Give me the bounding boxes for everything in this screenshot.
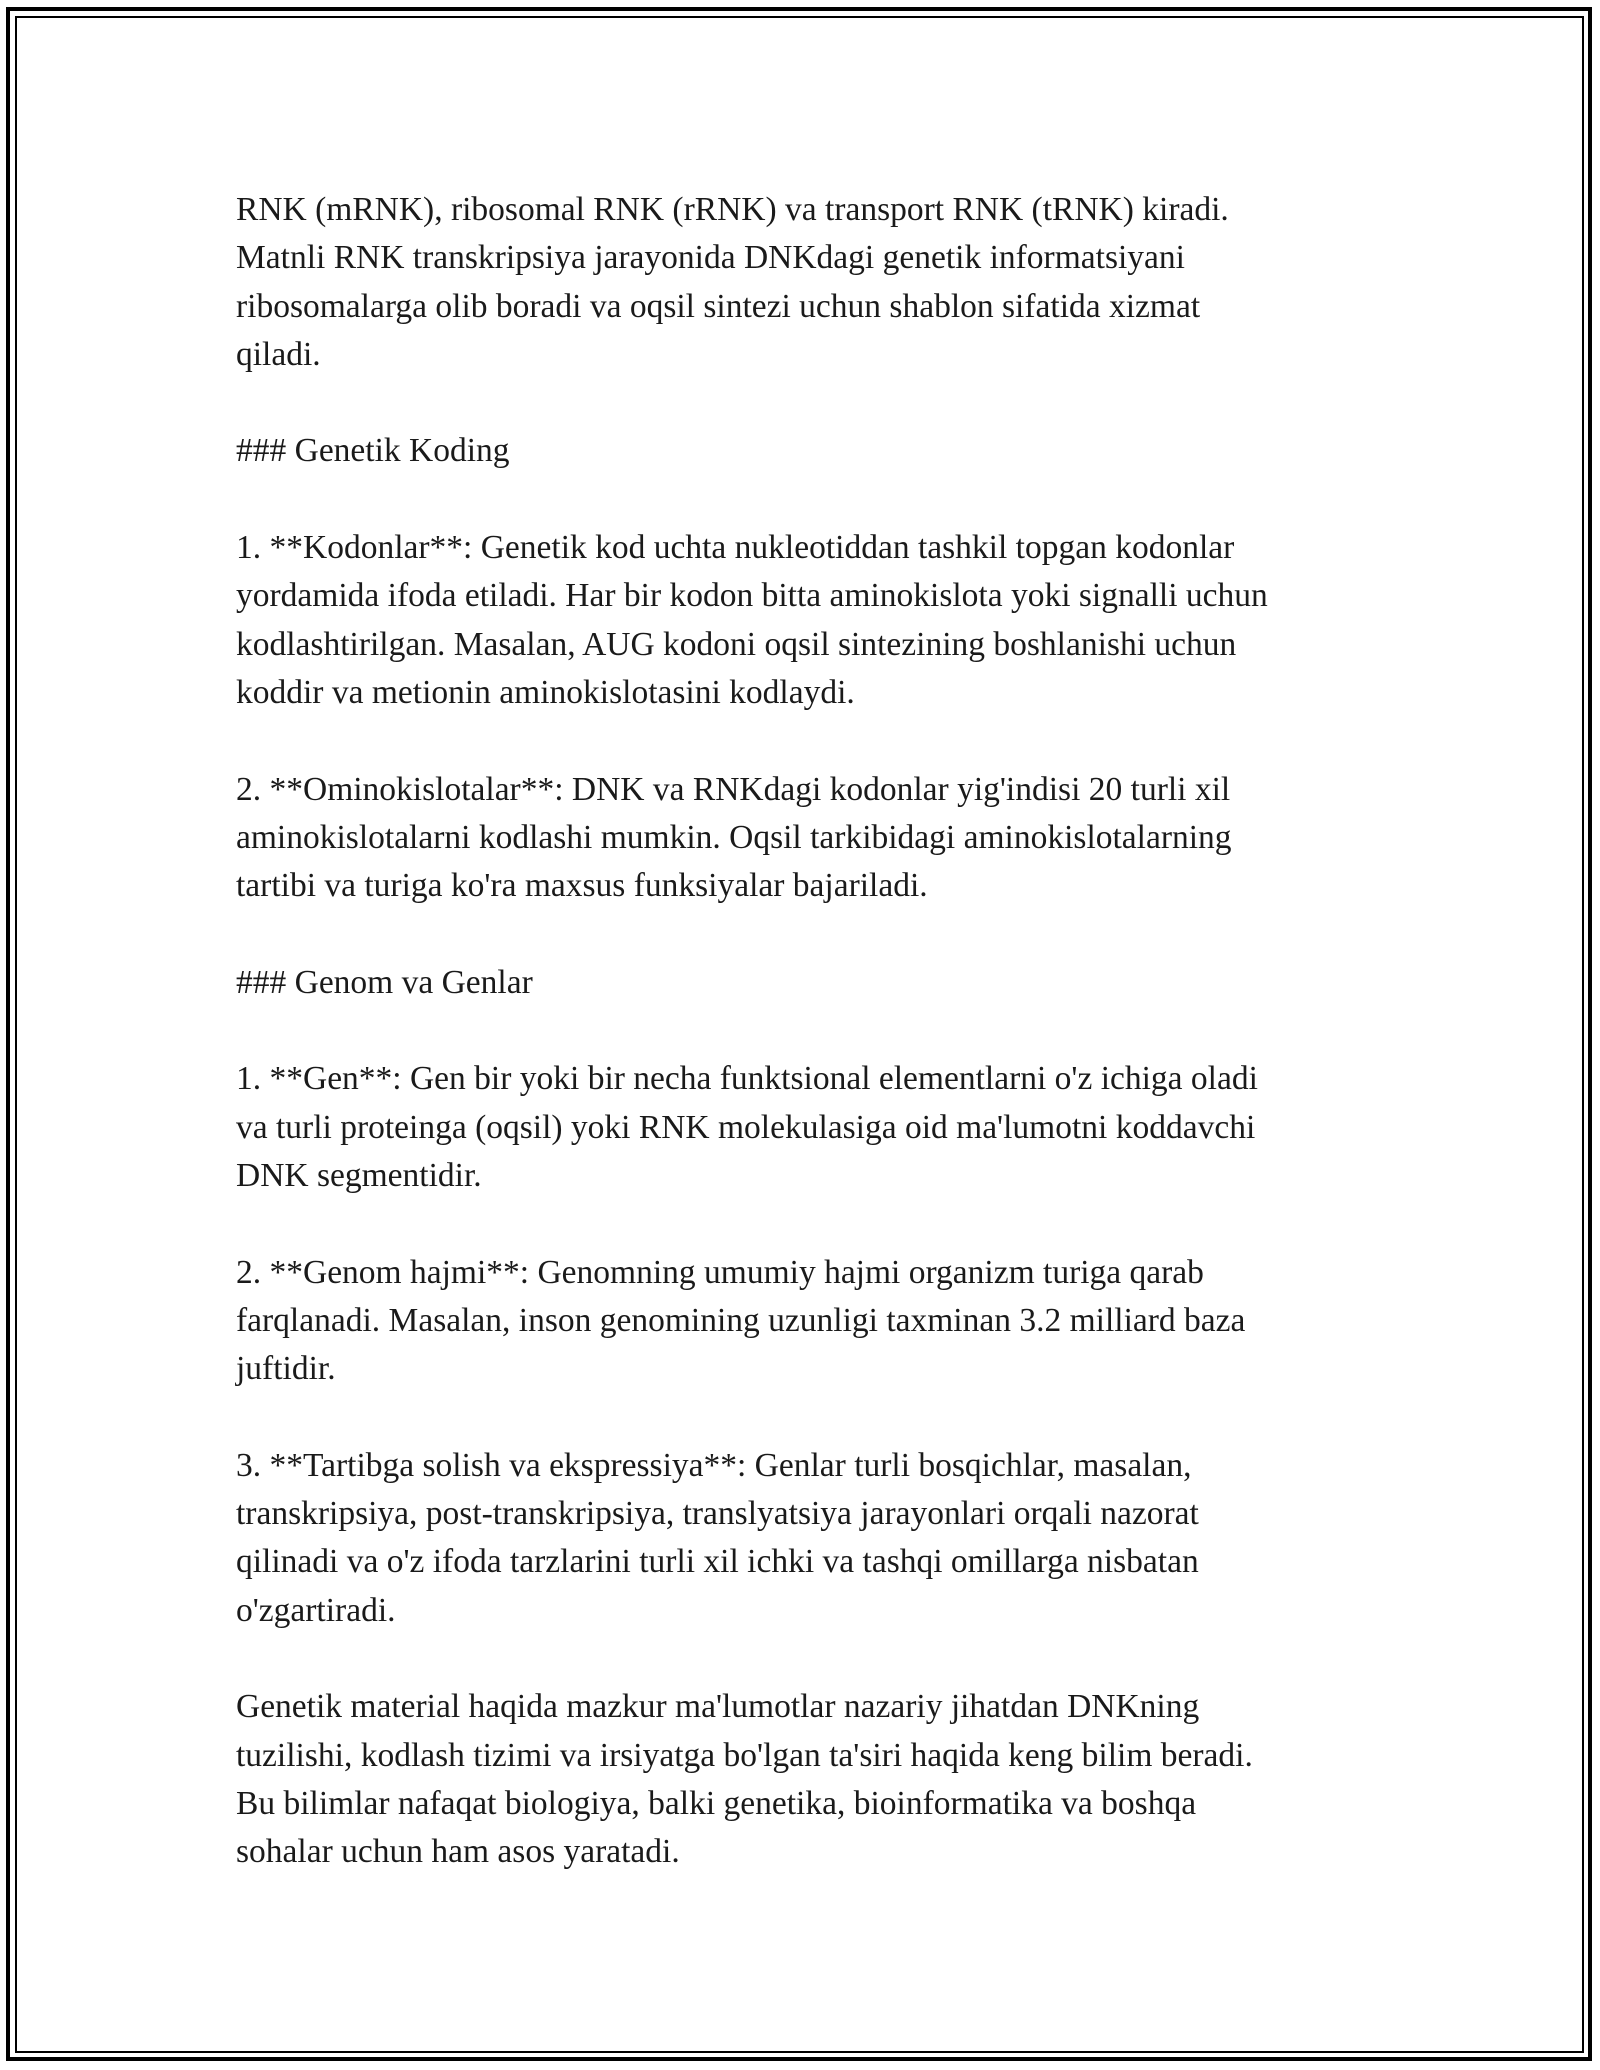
heading-genetik-koding: ### Genetik Koding [236, 432, 510, 470]
paragraph-gen: 1. **Gen**: Gen bir yoki bir necha funktsional elementlarni o'z ichiga oladi va turli proteinga (oqsil) yoki RNK molekulasiga oid ma'lumotni koddavchi DNK segmentidir. [236, 1060, 1258, 1194]
document-body [236, 186, 1376, 1876]
paragraph-ominokislotalar: 2. **Ominokislotalar**: DNK va RNKdagi kodonlar yig'indisi 20 turli xil aminokislotalarni kodlashi mumkin. Oqsil tarkibidagi aminokislotalarning tartibi va turiga ko'ra maxsus funksiyalar bajariladi. [236, 770, 1232, 905]
paragraph-rna-types: RNK (mRNK), ribosomal RNK (rRNK) va transport RNK (tRNK) kiradi. Matnli RNK transkripsiya jarayonida DNKdagi genetik informatsiyani ribosomalarga olib boradi va oqsil sintezi uchun shablon sifatida xizmat qiladi. [236, 191, 1229, 373]
paragraph-conclusion: Genetik material haqida mazkur ma'lumotlar nazariy jihatdan DNKning tuzilishi, kodlash tizimi va irsiyatga bo'lgan ta'siri haqida keng bilim beradi. Bu bilimlar nafaqat biologiya, balki genetika, bioinformatika va boshqa sohalar uchun ham asos yaratadi. [236, 1688, 1253, 1871]
paragraph-kodonlar: 1. **Kodonlar**: Genetik kod uchta nukleotiddan tashkil topgan kodonlar yordamida ifoda etiladi. Har bir kodon bitta aminokislota yoki signalli uchun kodlashtirilgan. Masalan, AUG kodoni oqsil sintezining boshlanishi uchun koddir va metionin aminokislotasini kodlaydi. [236, 529, 1268, 711]
paragraph-genom-hajmi: 2. **Genom hajmi**: Genomning umumiy hajmi organizm turiga qarab farqlanadi. Masalan, inson genomining uzunligi taxminan 3.2 milliard baza juftidir. [236, 1253, 1246, 1388]
heading-genom-va-genlar: ### Genom va Genlar [236, 963, 533, 1001]
paragraph-tartibga-solish: 3. **Tartibga solish va ekspressiya**: Genlar turli bosqichlar, masalan, transkripsiya, post-transkripsiya, translyatsiya jarayonlari orqali nazorat qilinadi va o'z ifoda tarzlarini turli xil ichki va tashqi omillarga nisbatan o'zgartiradi. [236, 1446, 1199, 1629]
